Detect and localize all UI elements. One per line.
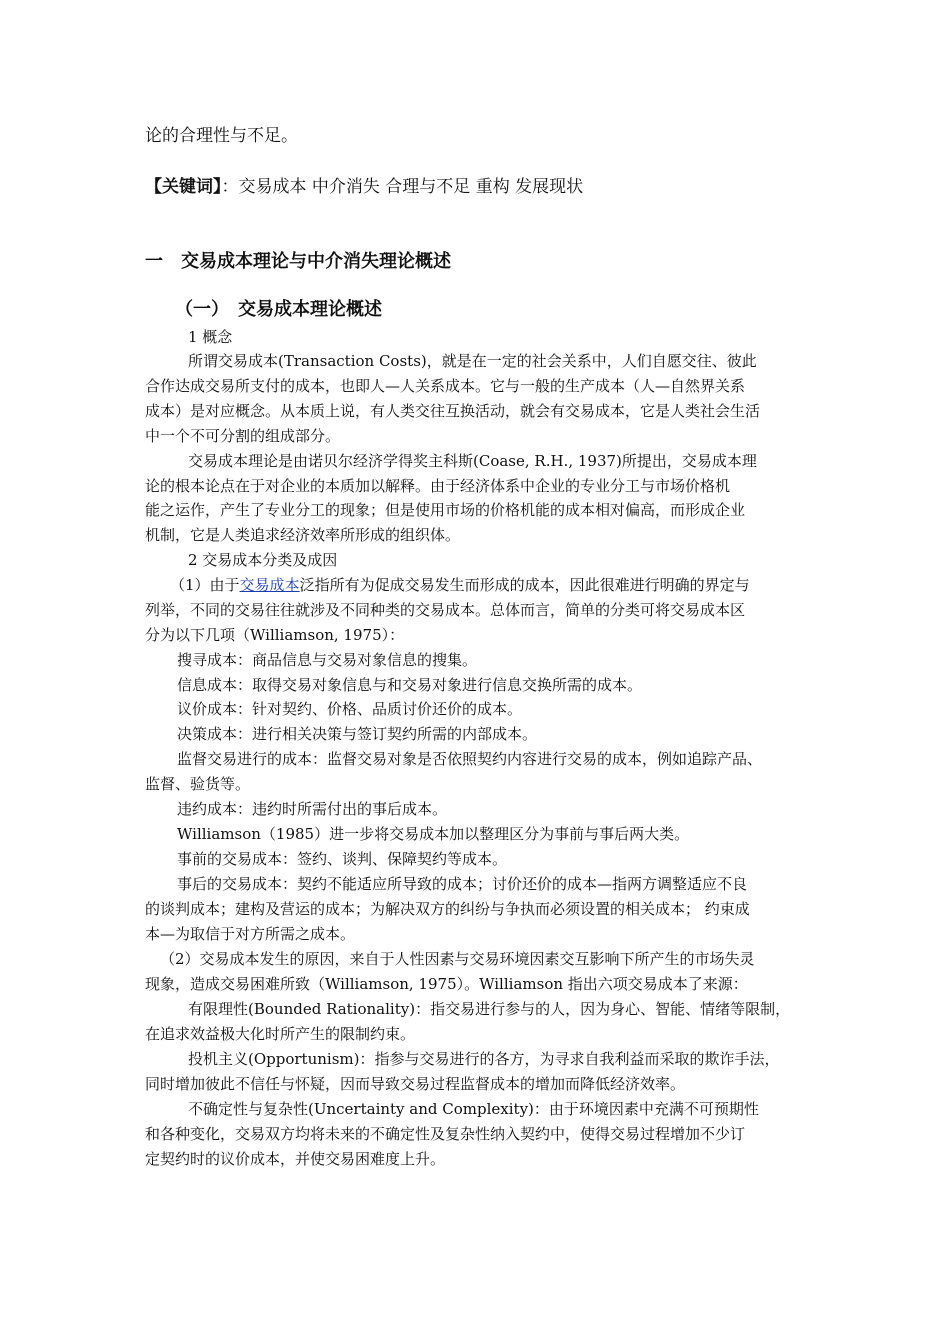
paragraph-line: Williamson（1985）进一步将交易成本加以整理区分为事前与事后两大类。	[177, 825, 690, 843]
paragraph-line: 不确定性与复杂性(Uncertainty and Complexity)：由于环境因素中充满不可预期性	[188, 1100, 759, 1118]
paragraph-line: 论的根本论点在于对企业的本质加以解释。由于经济体系中企业的专业分工与市场价格机	[145, 477, 731, 495]
paragraph-line: 机制，它是人类追求经济效率所形成的组织体。	[145, 526, 461, 544]
paragraph-line: 成本）是对应概念。从本质上说，有人类交往互换活动，就会有交易成本，它是人类社会生活	[145, 402, 761, 420]
intro-tail: 论的合理性与不足。	[145, 126, 298, 146]
paragraph-line: 监督、验货等。	[145, 775, 251, 793]
paragraph-line: 分为以下几项（Williamson, 1975）：	[145, 626, 405, 644]
keywords-label: 【关键词】	[145, 177, 222, 197]
paragraph-line: 事后的交易成本：契约不能适应所导致的成本；讨价还价的成本—指两方调整适应不良	[177, 875, 748, 893]
paragraph-line: 列举，不同的交易往往就涉及不同种类的交易成本。总体而言，简单的分类可将交易成本区	[145, 601, 746, 619]
paragraph-line: 交易成本理论是由诺贝尔经济学得奖主科斯(Coase, R.H., 1937)所提出，交易成本理	[188, 452, 757, 470]
paragraph-line: 所谓交易成本(Transaction Costs)，就是在一定的社会关系中，人们自愿交往、彼此	[188, 352, 757, 370]
paragraph-line: 定契约时的议价成本，并使交易困难度上升。	[145, 1150, 446, 1168]
transaction-cost-link[interactable]: 交易成本	[239, 576, 300, 594]
p3-prefix: （1）由于	[170, 576, 240, 594]
concept-heading: 1 概念	[188, 328, 233, 346]
subsection-title: （一） 交易成本理论概述	[175, 299, 382, 320]
paragraph-line: 中一个不可分割的组成部分。	[145, 427, 341, 445]
p3-rest: 泛指所有为促成交易发生而形成的成本，因此很难进行明确的界定与	[299, 576, 750, 594]
paragraph-line: 有限理性(Bounded Rationality)：指交易进行参与的人，因为身心、智能、情绪等限制，	[188, 1000, 791, 1018]
paragraph-line: 监督交易进行的成本：监督交易对象是否依照契约内容进行交易的成本，例如追踪产品、	[177, 750, 763, 768]
paragraph-line: 在追求效益极大化时所产生的限制约束。	[145, 1025, 416, 1043]
list-item: 决策成本：进行相关决策与签订契约所需的内部成本。	[177, 725, 538, 743]
keywords-line	[145, 177, 583, 197]
paragraph-line: 本—为取信于对方所需之成本。	[145, 925, 356, 943]
list-item: 违约成本：违约时所需付出的事后成本。	[177, 800, 448, 818]
paragraph-line: （2）交易成本发生的原因，来自于人性因素与交易环境因素交互影响下所产生的市场失灵	[160, 950, 755, 968]
classify-heading: 2 交易成本分类及成因	[188, 551, 338, 569]
keywords-text: ：交易成本 中介消失 合理与不足 重构 发展现状	[221, 177, 584, 197]
section-title: 一 交易成本理论与中介消失理论概述	[145, 251, 451, 272]
paragraph-line: 同时增加彼此不信任与怀疑，因而导致交易过程监督成本的增加而降低经济效率。	[145, 1075, 686, 1093]
list-item: 搜寻成本：商品信息与交易对象信息的搜集。	[177, 651, 478, 669]
paragraph-line: 投机主义(Opportunism)：指参与交易进行的各方，为寻求自我利益而采取的欺诈手法，	[188, 1050, 780, 1068]
paragraph-line: 的谈判成本；建构及营运的成本；为解决双方的纠纷与争执而必须设置的相关成本； 约束成	[145, 900, 750, 918]
list-item: 信息成本：取得交易对象信息与和交易对象进行信息交换所需的成本。	[177, 676, 643, 694]
paragraph-line	[170, 575, 750, 595]
paragraph-line: 能之运作，产生了专业分工的现象；但是使用市场的价格机能的成本相对偏高，而形成企业	[145, 501, 746, 519]
paragraph-line: 和各种变化，交易双方均将未来的不确定性及复杂性纳入契约中，使得交易过程增加不少订	[145, 1125, 746, 1143]
paragraph-line: 现象，造成交易困难所致（Williamson, 1975）。Williamson 指出六项交易成本了来源：	[145, 975, 748, 993]
list-item: 议价成本：针对契约、价格、品质讨价还价的成本。	[177, 700, 523, 718]
list-item: 事前的交易成本：签约、谈判、保障契约等成本。	[177, 850, 508, 868]
paragraph-line: 合作达成交易所支付的成本，也即人—人关系成本。它与一般的生产成本（人—自然界关系	[145, 377, 746, 395]
